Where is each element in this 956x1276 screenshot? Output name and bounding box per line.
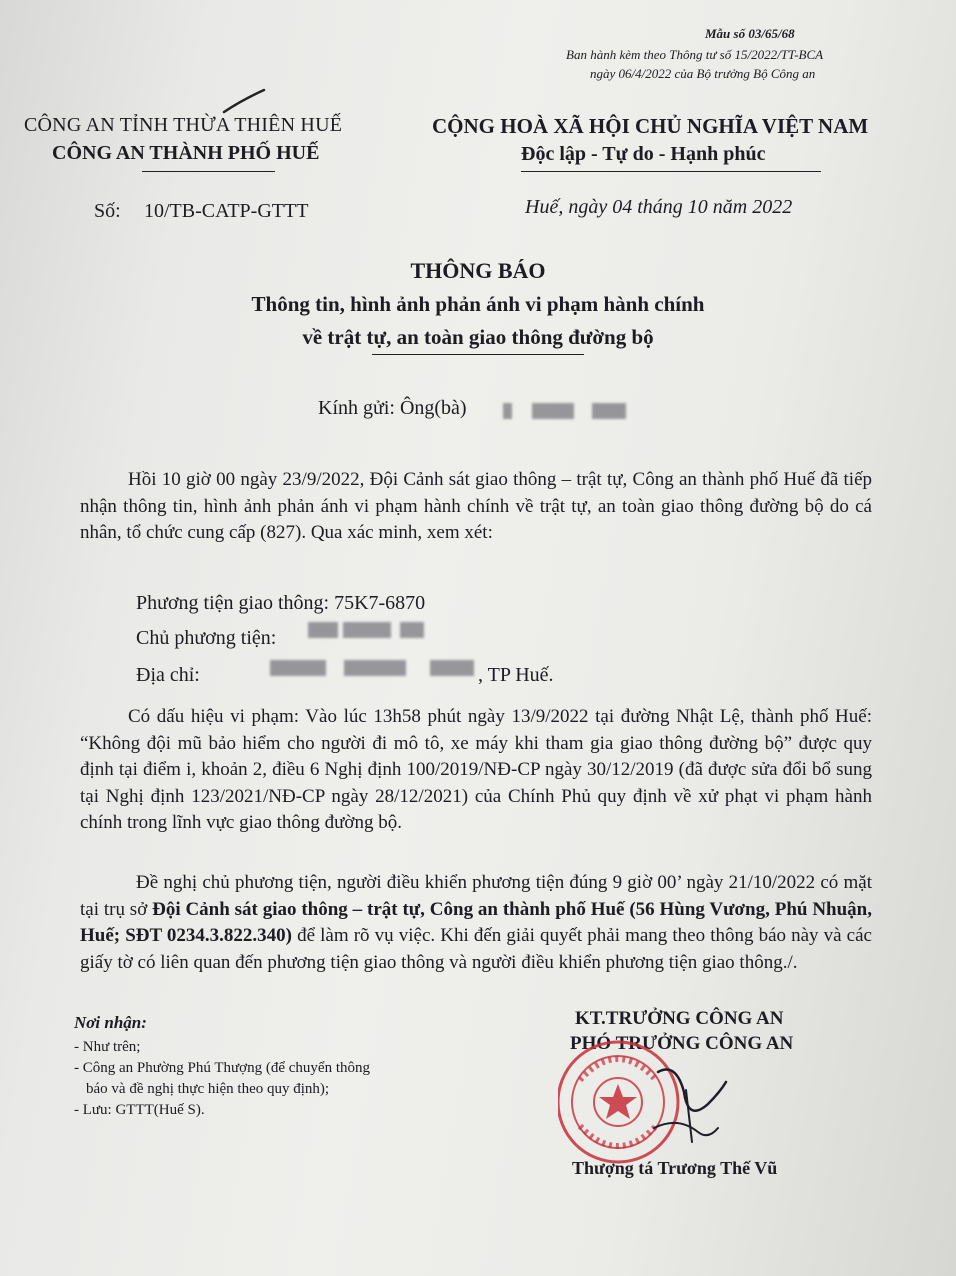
signer-name: Thượng tá Trương Thế Vũ [572,1158,778,1178]
request-text: Đề nghị chủ phương tiện, người điều khiển phương tiện đúng 9 giờ 00’ ngày 21/10/2022 có mặt tại trụ sở [80,872,872,920]
vehicle-plate: 75K7-6870 [334,592,426,614]
vehicle-label: Phương tiện giao thông: [136,592,330,614]
form-issued-line: Ban hành kèm theo Thông tư số 15/2022/TT-BCA [566,47,824,62]
redacted-address [344,660,406,676]
recipient-item: - Công an Phường Phú Thượng (để chuyển thông [74,1060,370,1076]
signature-title: KT.TRƯỞNG CÔNG AN [575,1008,784,1029]
redacted-name [592,403,626,419]
form-issued-line: ngày 06/4/2022 của Bộ trưởng Bộ Công an [590,66,816,81]
recipients-title: Nơi nhận: [74,1013,147,1032]
recipient-item: báo và đề nghị thực hiện theo quy định); [86,1081,330,1097]
national-title: CỘNG HOÀ XÃ HỘI CHỦ NGHĨA VIỆT NAM [432,114,869,138]
recipient-item: - Như trên; [74,1039,141,1055]
redacted-owner [308,622,338,638]
agency-underline [142,171,275,172]
doc-subtitle: Thông tin, hình ảnh phản ánh vi phạm hành chính [251,292,705,316]
agency-parent: CÔNG AN TỈNH THỪA THIÊN HUẾ [24,114,343,136]
request-text: để làm rõ vụ việc. Khi đến giải quyết phải mang theo thông báo này và các giấy tờ có liên quan đến phương tiện giao thông và người điều khiển phương tiện giao thông./. [80,925,872,973]
violation-paragraph: Có dấu hiệu vi phạm: Vào lúc 13h58 phút ngày 13/9/2022 tại đường Nhật Lệ, thành phố Huế: “Không đội mũ bảo hiểm cho người đi mô tô, xe máy khi tham gia giao thông đường bộ” được quy định tại điểm i, khoản 2, điều 6 Nghị định 100/2019/NĐ-CP ngày 30/12/2019 (đã được sửa đổi bổ sung tại Nghị định 123/2021/NĐ-CP ngày 28/12/2021) của Chính Phủ quy định về xử phạt vi phạm hành chính trong lĩnh vực giao thông đường bộ. [80,706,872,833]
redacted-name [503,403,512,419]
address-label: Địa chỉ: [136,664,200,686]
body-paragraph: Hồi 10 giờ 00 ngày 23/9/2022, Đội Cảnh sát giao thông – trật tự, Công an thành phố Huế đã tiếp nhận thông tin, hình ảnh phản ánh vi phạm hành chính về trật tự, an toàn giao thông đường bộ do cá nhân, tổ chức cung cấp (827). Qua xác minh, xem xét: [80,469,872,543]
redacted-address [430,660,474,676]
request-paragraph [80,870,872,976]
address-suffix: , TP Huế. [478,664,554,686]
doc-title: THÔNG BÁO [410,258,546,283]
doc-subtitle: về trật tự, an toàn giao thông đường bộ [302,325,654,349]
national-motto: Độc lập - Tự do - Hạnh phúc [521,143,766,165]
address-field [136,664,200,687]
signature-title: PHÓ TRƯỞNG CÔNG AN [570,1033,794,1054]
motto-underline [521,171,821,172]
redacted-owner [343,622,391,638]
office-address: Đội Cảnh sát giao thông – trật tự, Công an thành phố Huế (56 Hùng Vương, Phú Nhuận, Huế; SĐT 0234.3.822.340) [80,898,872,946]
vehicle-field [136,592,425,615]
recipient-item: - Lưu: GTTT(Huế S). [74,1102,205,1118]
owner-field [136,627,276,650]
redacted-address [270,660,326,676]
subtitle-underline [372,354,584,355]
doc-number: 10/TB-CATP-GTTT [144,200,309,222]
redacted-name [532,403,574,419]
redacted-owner [400,622,424,638]
doc-number-label: Số: [94,200,121,222]
owner-label: Chủ phương tiện: [136,627,277,649]
agency-name: CÔNG AN THÀNH PHỐ HUẾ [52,142,320,164]
salutation: Kính gửi: Ông(bà) [318,397,467,419]
form-number: Mẫu số 03/65/68 [705,26,795,41]
official-seal [558,1032,730,1177]
place-date: Huế, ngày 04 tháng 10 năm 2022 [525,196,793,218]
